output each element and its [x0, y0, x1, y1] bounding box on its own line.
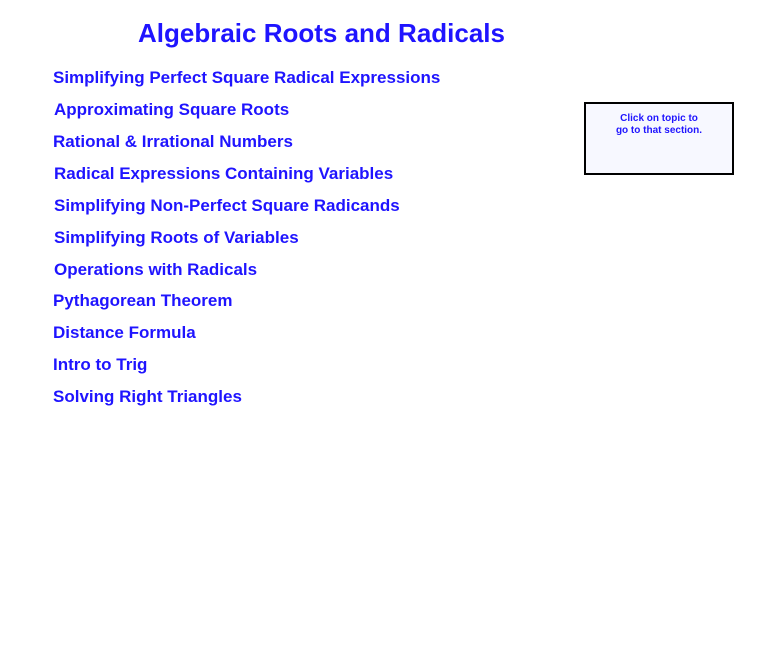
topic-link-approximating-square-roots[interactable]: Approximating Square Roots: [54, 100, 290, 119]
topic-link-simplifying-roots-of-variables[interactable]: Simplifying Roots of Variables: [54, 228, 299, 247]
topic-link-solving-right-triangles[interactable]: Solving Right Triangles: [53, 387, 242, 406]
topic-link-intro-to-trig[interactable]: Intro to Trig: [53, 355, 148, 374]
topic-list: [0, 0, 560, 420]
topic-link-simplifying-perfect-square-radical-expressions[interactable]: Simplifying Perfect Square Radical Expressions: [53, 68, 441, 87]
page-title: Algebraic Roots and Radicals: [138, 18, 505, 48]
topic-link-distance-formula[interactable]: Distance Formula: [53, 323, 196, 342]
topic-link-pythagorean-theorem[interactable]: Pythagorean Theorem: [53, 291, 233, 310]
instruction-text: Click on topic to go to that section.: [615, 113, 703, 136]
topic-link-rational-irrational-numbers[interactable]: Rational & Irrational Numbers: [53, 132, 293, 151]
topic-link-simplifying-non-perfect-square-radicands[interactable]: Simplifying Non-Perfect Square Radicands: [54, 196, 400, 215]
topic-link-radical-expressions-containing-variables[interactable]: Radical Expressions Containing Variables: [54, 164, 394, 183]
topic-link-operations-with-radicals[interactable]: Operations with Radicals: [54, 260, 258, 279]
instruction-box: [584, 102, 734, 175]
